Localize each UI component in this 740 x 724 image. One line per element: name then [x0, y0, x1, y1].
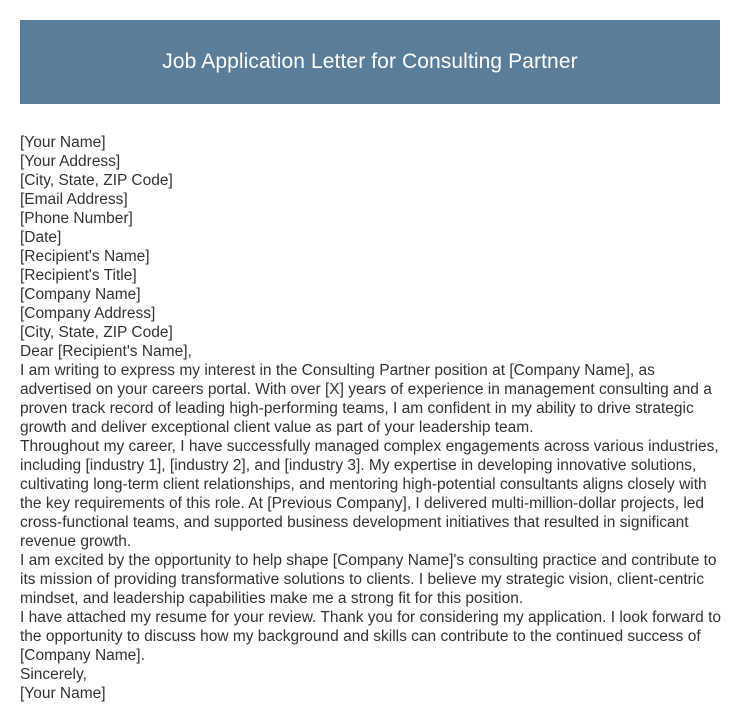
sender-address: [Your Address] — [20, 153, 121, 170]
paragraph-experience: Throughout my career, I have successfully managed complex engagements across various industries, including [industry 1], [industry 2], and [industry 3]. My expertise in developing innovative solutions, cultivating long-term client relationships, and mentoring high-potential consultants aligns closely with the key requirements of this role. At [Previous Company], I delivered multi-million-dollar projects, led cross-functional teams, and supported business development initiatives that resulted in significant revenue growth. — [20, 438, 719, 550]
recipient-company: [Company Name] — [20, 286, 141, 303]
paragraph-motivation: I am excited by the opportunity to help shape [Company Name]'s consulting practice and contribute to its mission of providing transformative solutions to clients. I believe my strategic vision, client-centric mindset, and leadership capabilities make me a strong fit for this position. — [20, 552, 717, 607]
recipient-city-state-zip: [City, State, ZIP Code] — [20, 324, 173, 341]
sender-name: [Your Name] — [20, 134, 106, 151]
recipient-title: [Recipient's Title] — [20, 267, 137, 284]
page-title: Job Application Letter for Consulting Partner — [162, 50, 578, 73]
recipient-name: [Recipient's Name] — [20, 248, 150, 265]
page-header — [20, 20, 720, 104]
salutation: Dear [Recipient's Name], — [20, 343, 192, 360]
sender-phone: [Phone Number] — [20, 210, 133, 227]
paragraph-closing: I have attached my resume for your review. Thank you for considering my application. I look forward to the opportunity to discuss how my background and skills can contribute to the continued success of [Company Name]. — [20, 609, 721, 664]
paragraph-intro: I am writing to express my interest in the Consulting Partner position at [Company Name], as advertised on your careers portal. With over [X] years of experience in management consulting and a proven track record of leading high-performing teams, I am confident in my ability to drive strategic growth and deliver exceptional client value as part of your leadership team. — [20, 362, 712, 436]
recipient-company-address: [Company Address] — [20, 305, 156, 322]
letter-date: [Date] — [20, 229, 62, 246]
closing: Sincerely, — [20, 666, 87, 683]
sender-city-state-zip: [City, State, ZIP Code] — [20, 172, 173, 189]
sender-email: [Email Address] — [20, 191, 128, 208]
signature: [Your Name] — [20, 685, 106, 702]
letter-body — [20, 133, 722, 703]
